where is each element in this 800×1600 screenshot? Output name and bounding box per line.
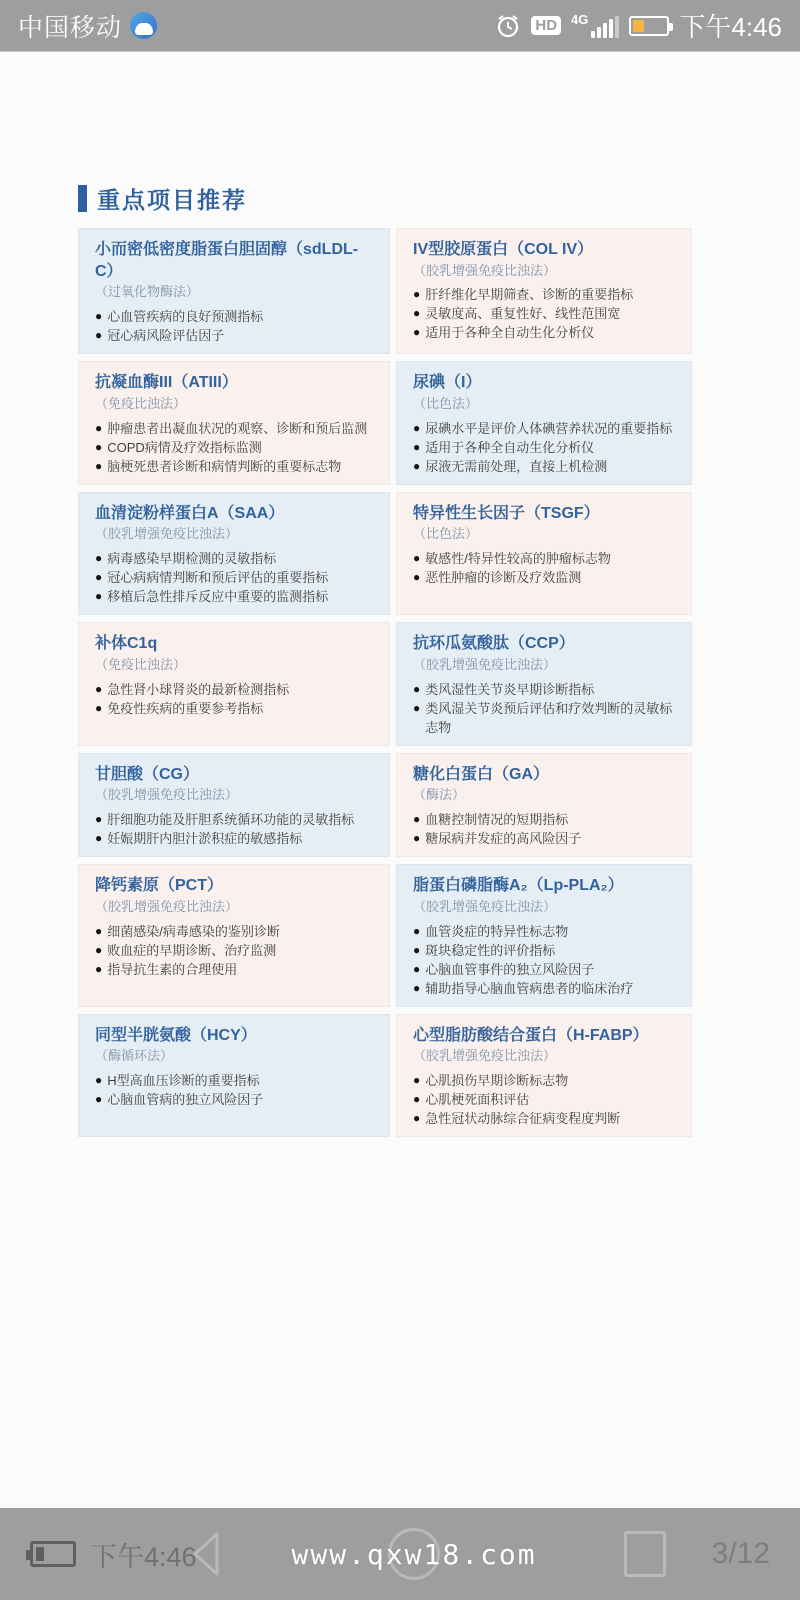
watermark-text: www.qxw18.com — [291, 1537, 537, 1571]
bullet-text: 冠心病风险评估因子 — [107, 328, 225, 344]
bullet-dot-icon: ● — [413, 681, 421, 696]
bullet-item — [413, 829, 675, 848]
bullet-item — [413, 549, 675, 568]
bullet-item — [95, 1090, 373, 1109]
bullet-item — [413, 922, 675, 941]
bullet-dot-icon: ● — [413, 812, 421, 827]
bullet-dot-icon: ● — [413, 1091, 421, 1106]
bullet-text: 免疫性疾病的重要参考指标 — [107, 700, 264, 716]
status-bar — [0, 0, 800, 52]
bullet-dot-icon: ● — [95, 961, 103, 976]
bullet-text: 尿碘水平是评价人体碘营养状况的重要指标 — [425, 420, 673, 436]
test-name: 抗环瓜氨酸肽（CCP） — [413, 635, 575, 653]
test-method: （胶乳增强免疫比浊法） — [95, 898, 239, 914]
test-method: （过氧化物酶法） — [95, 284, 200, 300]
bottom-nav-bar — [0, 1508, 800, 1600]
bullet-item — [413, 568, 675, 587]
bullet-dot-icon: ● — [95, 328, 103, 343]
test-method: （胶乳增强免疫比浊法） — [413, 898, 557, 914]
bullet-item — [95, 810, 373, 829]
alarm-clock-icon — [495, 13, 521, 39]
test-card — [78, 1014, 390, 1137]
bullet-item — [95, 960, 373, 979]
bullet-item — [413, 960, 675, 979]
bullet-text: 糖尿病并发症的高风险因子 — [425, 831, 582, 847]
test-card — [396, 622, 692, 745]
status-time: 下午4:46 — [679, 12, 782, 42]
bullet-text: COPD病情及疗效指标监测 — [107, 439, 262, 455]
test-method: （酶法） — [413, 787, 466, 803]
bullet-text: 恶性肿瘤的诊断及疗效监测 — [425, 570, 582, 586]
bullet-text: 血糖控制情况的短期指标 — [425, 812, 569, 828]
test-card — [78, 228, 390, 354]
bullet-dot-icon: ● — [413, 942, 421, 957]
test-method: （胶乳增强免疫比浊法） — [95, 526, 239, 542]
bullet-item — [95, 699, 373, 718]
bullet-dot-icon: ● — [95, 570, 103, 585]
bullet-item — [95, 438, 373, 457]
bullet-item — [413, 457, 675, 476]
bullet-text: 斑块稳定性的评价指标 — [425, 942, 556, 958]
bullet-dot-icon: ● — [413, 551, 421, 566]
battery-icon — [629, 16, 669, 36]
bullet-text: 心肌损伤早期诊断标志物 — [425, 1072, 569, 1088]
bullet-text: 心肌梗死面积评估 — [425, 1091, 530, 1107]
bullet-text: 移植后急性排斥反应中重要的监测指标 — [107, 589, 329, 605]
test-name: 抗凝血酶III（ATIII） — [95, 374, 238, 392]
bullet-item — [95, 568, 373, 587]
hd-voice-icon: HD — [531, 16, 561, 35]
signal-bars-icon — [591, 16, 619, 38]
bullet-item — [95, 419, 373, 438]
bullet-text: 心脑血管事件的独立风险因子 — [425, 961, 595, 977]
bullet-dot-icon: ● — [413, 420, 421, 435]
bullet-text: 急性冠状动脉综合征病变程度判断 — [425, 1110, 621, 1126]
bullet-dot-icon: ● — [95, 589, 103, 604]
bullet-dot-icon: ● — [95, 1091, 103, 1106]
test-card — [78, 361, 390, 484]
test-bullet-list — [413, 1071, 675, 1128]
bullet-item — [95, 829, 373, 848]
test-method: （胶乳增强免疫比浊法） — [413, 1048, 557, 1064]
test-card — [78, 492, 390, 615]
bullet-text: 冠心病病情判断和预后评估的重要指标 — [107, 570, 329, 586]
bullet-dot-icon: ● — [413, 923, 421, 938]
test-bullet-list — [95, 307, 373, 345]
bullet-dot-icon: ● — [413, 439, 421, 454]
bullet-dot-icon: ● — [95, 681, 103, 696]
bullet-item — [95, 922, 373, 941]
bullet-item — [95, 941, 373, 960]
test-method: （酶循环法） — [95, 1048, 174, 1064]
bullet-text: 心血管疾病的良好预测指标 — [107, 309, 264, 325]
test-method: （比色法） — [413, 526, 479, 542]
bullet-dot-icon: ● — [413, 287, 421, 302]
test-bullet-list — [413, 285, 675, 342]
bullet-dot-icon: ● — [413, 1110, 421, 1125]
page-indicator: 3/12 — [711, 1537, 770, 1570]
bullet-item — [413, 438, 675, 457]
test-bullet-list — [95, 680, 373, 718]
bullet-dot-icon: ● — [95, 812, 103, 827]
section-title-text: 重点项目推荐 — [97, 187, 247, 213]
bullet-dot-icon: ● — [413, 306, 421, 321]
bullet-text: 肿瘤患者出凝血状况的观察、诊断和预后监测 — [107, 420, 368, 436]
bullet-dot-icon: ● — [95, 420, 103, 435]
test-name: IV型胶原蛋白（COL IV） — [413, 241, 594, 258]
test-bullet-list — [95, 810, 373, 848]
bullet-text: 心脑血管病的独立风险因子 — [107, 1091, 264, 1107]
test-card — [78, 753, 390, 857]
test-method: （比色法） — [413, 395, 479, 411]
bullet-item — [413, 304, 675, 323]
bullet-text: 灵敏度高、重复性好、线性范围宽 — [425, 306, 621, 322]
test-name: 降钙素原（PCT） — [95, 877, 224, 895]
bullet-dot-icon: ● — [413, 961, 421, 976]
test-card — [396, 1014, 692, 1137]
bullet-dot-icon: ● — [95, 700, 103, 715]
bullet-text: 败血症的早期诊断、治疗监测 — [107, 942, 277, 958]
bullet-text: 类风湿关节炎预后评估和疗效判断的灵敏标志物 — [425, 700, 673, 735]
test-card — [396, 864, 692, 1006]
bullet-text: 肝纤维化早期筛查、诊断的重要指标 — [425, 287, 634, 303]
test-method: （免疫比浊法） — [95, 656, 187, 672]
signal-strength-icon — [571, 13, 619, 38]
bullet-dot-icon: ● — [413, 831, 421, 846]
test-bullet-list — [95, 922, 373, 979]
section-title — [78, 182, 247, 215]
bullet-dot-icon: ● — [95, 439, 103, 454]
test-name: 补体C1q — [95, 635, 158, 653]
bullet-item — [95, 549, 373, 568]
bullet-dot-icon: ● — [413, 1072, 421, 1087]
test-card — [78, 622, 390, 745]
bullet-dot-icon: ● — [95, 831, 103, 846]
back-button[interactable] — [183, 1528, 231, 1580]
test-card — [396, 753, 692, 857]
nav-center-zone — [231, 1508, 598, 1600]
bullet-item — [413, 979, 675, 998]
test-name: 血清淀粉样蛋白A（SAA） — [95, 504, 285, 522]
bullet-item — [95, 1071, 373, 1090]
bullet-dot-icon: ● — [413, 325, 421, 340]
bullet-item — [95, 680, 373, 699]
bullet-dot-icon: ● — [95, 942, 103, 957]
test-method: （胶乳增强免疫比浊法） — [413, 656, 557, 672]
test-bullet-list — [413, 549, 675, 587]
battery-icon — [30, 1541, 76, 1567]
test-card — [396, 492, 692, 615]
bullet-dot-icon: ● — [95, 309, 103, 324]
recents-button[interactable] — [624, 1531, 666, 1577]
bullet-dot-icon: ● — [413, 700, 421, 715]
bullet-item — [95, 587, 373, 606]
test-name: 同型半胱氨酸（HCY） — [95, 1026, 257, 1044]
bullet-text: 妊娠期肝内胆汁淤积症的敏感指标 — [107, 831, 303, 847]
bullet-text: 脑梗死患者诊断和病情判断的重要标志物 — [107, 458, 342, 474]
bullet-dot-icon: ● — [413, 570, 421, 585]
bullet-dot-icon: ● — [413, 980, 421, 995]
test-name: 特异性生长因子（TSGF） — [413, 504, 600, 522]
bullet-text: 类风湿性关节炎早期诊断指标 — [425, 681, 595, 697]
bullet-item — [413, 680, 675, 699]
bullet-item — [413, 1109, 675, 1128]
bullet-text: 病毒感染早期检测的灵敏指标 — [107, 551, 277, 567]
test-bullet-list — [95, 549, 373, 606]
test-name: 糖化白蛋白（GA） — [413, 765, 550, 783]
bullet-text: 血管炎症的特异性标志物 — [425, 923, 569, 939]
bullet-item — [95, 457, 373, 476]
test-method: （胶乳增强免疫比浊法） — [413, 262, 557, 278]
nav-time: 下午4:46 — [90, 1541, 197, 1572]
bullet-text: 指导抗生素的合理使用 — [107, 961, 238, 977]
test-bullet-list — [413, 922, 675, 998]
bullet-text: 适用于各种全自动生化分析仪 — [425, 439, 595, 455]
bullet-item — [413, 810, 675, 829]
title-accent-bar-icon — [78, 185, 87, 212]
test-bullet-list — [413, 419, 675, 476]
bullet-item — [413, 323, 675, 342]
document-page — [0, 52, 800, 1508]
weather-app-icon — [130, 12, 157, 39]
network-type-label: 4G — [571, 12, 589, 27]
test-name: 甘胆酸（CG） — [95, 765, 200, 783]
test-card — [396, 228, 692, 354]
test-bullet-list — [413, 680, 675, 737]
bullet-item — [413, 699, 675, 737]
test-bullet-list — [95, 1071, 373, 1109]
test-card — [78, 864, 390, 1006]
bullet-item — [413, 1090, 675, 1109]
bullet-text: 辅助指导心脑血管病患者的临床治疗 — [425, 980, 634, 996]
bullet-item — [413, 419, 675, 438]
bullet-dot-icon: ● — [413, 458, 421, 473]
bullet-text: 适用于各种全自动生化分析仪 — [425, 325, 595, 341]
bullet-text: 急性肾小球肾炎的最新检测指标 — [107, 681, 290, 697]
bullet-item — [413, 1071, 675, 1090]
test-method: （胶乳增强免疫比浊法） — [95, 787, 239, 803]
test-name: 小而密低密度脂蛋白胆固醇（sdLDL-C） — [95, 241, 359, 280]
bullet-dot-icon: ● — [95, 551, 103, 566]
test-name: 脂蛋白磷脂酶A₂（Lp-PLA₂） — [413, 877, 624, 895]
bullet-dot-icon: ● — [95, 458, 103, 473]
carrier-label: 中国移动 — [18, 13, 123, 42]
test-name: 心型脂肪酸结合蛋白（H-FABP） — [413, 1026, 649, 1044]
test-name: 尿碘（I） — [413, 374, 482, 392]
bullet-item — [95, 326, 373, 345]
test-bullet-list — [413, 810, 675, 848]
test-bullet-list — [95, 419, 373, 476]
test-method: （免疫比浊法） — [95, 395, 187, 411]
bullet-text: 细菌感染/病毒感染的鉴别诊断 — [107, 923, 280, 939]
bullet-text: 尿液无需前处理，直接上机检测 — [425, 458, 608, 474]
test-card — [396, 361, 692, 484]
bullet-item — [413, 285, 675, 304]
bullet-text: H型高血压诊断的重要指标 — [107, 1072, 260, 1088]
bullet-item — [95, 307, 373, 326]
bullet-text: 敏感性/特异性较高的肿瘤标志物 — [425, 551, 611, 567]
bullet-item — [413, 941, 675, 960]
bullet-dot-icon: ● — [95, 1072, 103, 1087]
bullet-text: 肝细胞功能及肝胆系统循环功能的灵敏指标 — [107, 812, 355, 828]
test-card-grid — [78, 228, 692, 1137]
bullet-dot-icon: ● — [95, 923, 103, 938]
